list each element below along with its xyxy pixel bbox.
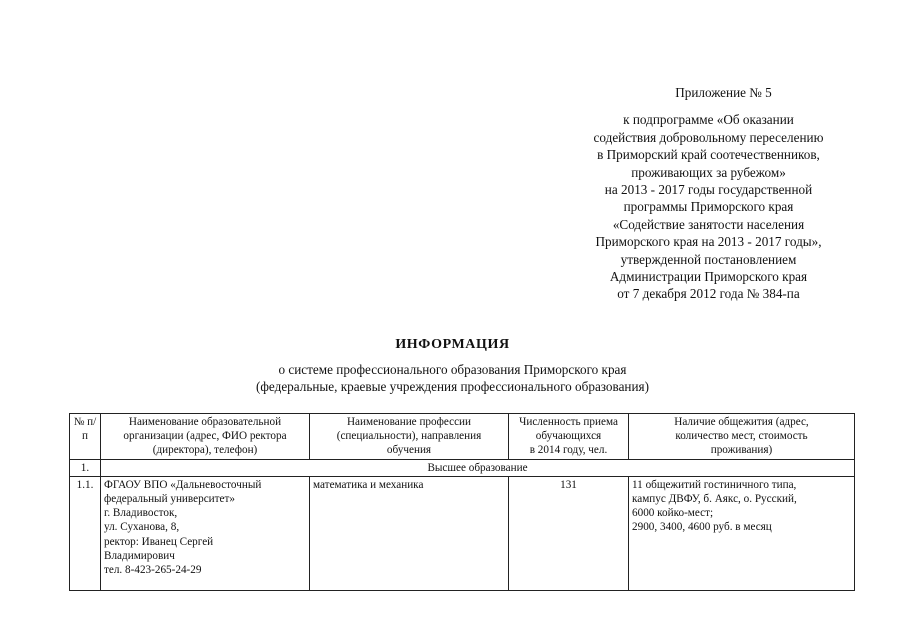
row-count: 131 <box>509 476 629 590</box>
appendix-line: Администрации Приморского края <box>609 269 808 285</box>
header-dormitory-line: проживания) <box>710 444 773 457</box>
section-title: Высшее образование <box>101 459 855 476</box>
dormitory-line: 11 общежитий гостиничного типа, <box>632 478 797 491</box>
header-profession-line: Наименование профессии <box>346 416 472 428</box>
section-num: 1. <box>70 459 101 476</box>
header-org-line: (директора), телефон) <box>152 444 258 457</box>
dormitory-line: 2900, 3400, 4600 руб. в месяц <box>632 521 772 534</box>
appendix-line: содействия добровольному переселению <box>593 129 824 145</box>
section-row <box>70 459 855 476</box>
organization-line: ФГАОУ ВПО «Дальневосточный <box>104 478 262 491</box>
row-dormitory <box>629 476 855 590</box>
dormitory-line: кампус ДВФУ, б. Аякс, о. Русский, <box>632 493 797 506</box>
appendix-line: на 2013 - 2017 годы государственной <box>604 182 813 198</box>
header-org <box>101 414 310 460</box>
header-org-line: организации (адрес, ФИО ректора <box>123 430 287 443</box>
row-num: 1.1. <box>70 476 101 590</box>
header-count-line: в 2014 году, чел. <box>529 444 608 457</box>
subtitle-line: о системе профессионального образования Приморского края <box>278 362 627 377</box>
organization-line: федеральный университет» <box>104 493 235 506</box>
appendix-line: проживающих за рубежом» <box>631 164 786 180</box>
row-organization <box>101 476 310 590</box>
header-profession-line: обучения <box>386 444 432 457</box>
organization-line: Владимирович <box>104 549 175 562</box>
appendix-line: программы Приморского края <box>623 199 794 215</box>
education-table <box>69 413 855 591</box>
subtitle-line: (федеральные, краевые учреждения профессионального образования) <box>256 379 649 394</box>
header-org-line: Наименование образовательной <box>128 416 282 428</box>
header-count-line: Численность приема <box>519 416 618 428</box>
header-profession <box>310 414 509 460</box>
document-title: ИНФОРМАЦИЯ <box>395 337 510 352</box>
organization-line: г. Владивосток, <box>104 507 178 520</box>
header-count <box>509 414 629 460</box>
document-subtitle <box>0 361 905 395</box>
header-profession-line: (специальности), направления <box>336 430 482 443</box>
row-profession: математика и механика <box>310 476 509 590</box>
appendix-line: «Содействие занятости населения <box>612 216 805 232</box>
table-header-row <box>70 414 855 460</box>
header-count-line: обучающихся <box>535 430 602 443</box>
header-dormitory-line: количество мест, стоимость <box>675 430 808 443</box>
appendix-line: Приморского края на 2013 - 2017 годы», <box>595 234 822 250</box>
dormitory-line: 6000 койко-мест; <box>632 507 714 520</box>
table-row <box>70 476 855 590</box>
organization-line: тел. 8-423-265-24-29 <box>104 564 202 577</box>
organization-line: ул. Суханова, 8, <box>104 521 180 534</box>
header-num: № п/п <box>70 414 101 460</box>
header-dormitory-line: Наличие общежития (адрес, <box>674 416 809 428</box>
header-dormitory <box>629 414 855 460</box>
appendix-line: от 7 декабря 2012 года № 384-па <box>617 286 800 302</box>
appendix-line: в Приморский край соотечественников, <box>597 147 820 163</box>
appendix-line: к подпрограмме «Об оказании <box>623 112 794 128</box>
appendix-line: утвержденной постановлением <box>620 251 797 267</box>
appendix-block <box>576 84 841 303</box>
appendix-title: Приложение № 5 <box>675 85 772 100</box>
organization-line: ректор: Иванец Сергей <box>104 535 214 548</box>
